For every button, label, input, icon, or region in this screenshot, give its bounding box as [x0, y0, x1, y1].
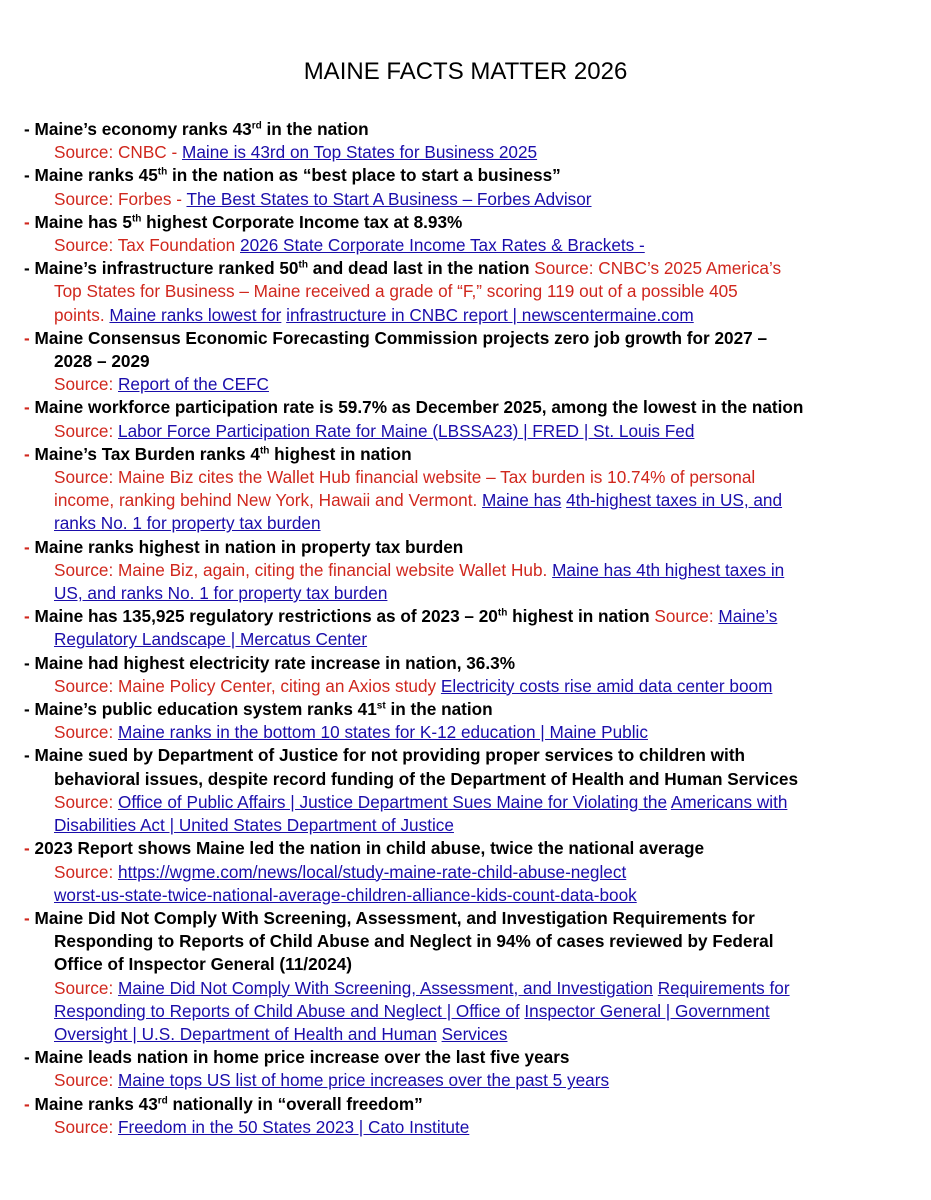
fact-text: Maine’s economy ranks 43rd in the nation	[34, 119, 369, 139]
source-text: Source: CNBC’s 2025 America’s	[534, 258, 782, 279]
dash: -	[24, 907, 30, 928]
fact-item-oig-report	[24, 907, 904, 1046]
source-link[interactable]: 2026 State Corporate Income Tax Rates & Brackets -	[240, 235, 645, 256]
source-link[interactable]: Maine tops US list of home price increases over the past 5 years	[118, 1070, 610, 1091]
source-label: Source:	[54, 1070, 114, 1091]
source-link[interactable]: Maine’s	[718, 606, 778, 627]
fact-text: Maine sued by Department of Justice for not providing proper services to children with	[34, 745, 746, 766]
page-title: MAINE FACTS MATTER 2026	[303, 58, 628, 85]
dash: -	[24, 606, 30, 627]
fact-text: Maine ranks 43rd nationally in “overall freedom”	[34, 1093, 423, 1114]
source-link[interactable]: Americans with	[670, 791, 788, 812]
source-link[interactable]: Regulatory Landscape | Mercatus Center	[54, 629, 368, 650]
fact-text: Maine’s infrastructure ranked 50th and dead last in the nation	[34, 258, 530, 279]
source-text: points.	[54, 304, 105, 325]
source-link[interactable]: https://wgme.com/news/local/study-maine-rate-child-abuse-neglect	[118, 861, 627, 882]
fact-item-start-business	[24, 164, 904, 210]
fact-text: Responding to Reports of Child Abuse and Neglect in 94% of cases reviewed by Federal	[54, 931, 774, 952]
source-link[interactable]: worst-us-state-twice-national-average-children-alliance-kids-count-data-book	[54, 884, 637, 905]
source-label: Source:	[54, 977, 114, 998]
fact-item-tax-burden	[24, 443, 904, 536]
source-link[interactable]: Report of the CEFC	[118, 374, 269, 395]
source-link[interactable]: Inspector General | Government	[524, 1000, 770, 1021]
fact-text: Maine Consensus Economic Forecasting Commission projects zero job growth for 2027 –	[34, 327, 768, 348]
source-label: Source:	[54, 1116, 114, 1137]
source-link[interactable]: Maine ranks lowest for	[109, 304, 282, 325]
dash: -	[24, 1047, 30, 1068]
source-link[interactable]: Maine is 43rd on Top States for Business 2025	[182, 142, 538, 163]
source-link[interactable]: Maine has 4th highest taxes in	[552, 559, 785, 580]
dash: -	[24, 699, 30, 720]
source-link[interactable]: ranks No. 1 for property tax burden	[54, 513, 321, 534]
source-link[interactable]: Services	[441, 1023, 508, 1044]
dash: -	[24, 327, 30, 348]
source-link[interactable]: Maine Did Not Comply With Screening, Assessment, and Investigation	[118, 977, 653, 998]
dash: -	[24, 745, 30, 766]
dash: -	[24, 119, 30, 139]
fact-text: Maine workforce participation rate is 59.7% as December 2025, among the lowest in the nation	[34, 397, 804, 418]
source-label: Source: Forbes -	[54, 188, 182, 209]
source-link[interactable]: Requirements for	[657, 977, 790, 998]
dash: -	[24, 443, 30, 464]
fact-item-home-price	[24, 1046, 904, 1092]
source-link[interactable]: The Best States to Start A Business – Forbes Advisor	[186, 188, 592, 209]
source-label: Source:	[54, 791, 114, 812]
source-label: Source: Maine Policy Center, citing an Axios study	[54, 675, 437, 696]
fact-item-workforce	[24, 396, 904, 442]
source-text: Source: Maine Biz cites the Wallet Hub financial website – Tax burden is 10.74% of personal	[54, 467, 756, 488]
source-link[interactable]: Office of Public Affairs | Justice Department Sues Maine for Violating the	[118, 791, 668, 812]
dash: -	[24, 1093, 30, 1114]
fact-item-property-tax	[24, 536, 904, 606]
fact-text: Maine’s public education system ranks 41st in the nation	[34, 699, 493, 720]
source-link[interactable]: Responding to Reports of Child Abuse and Neglect | Office of	[54, 1000, 520, 1021]
fact-text: 2023 Report shows Maine led the nation in child abuse, twice the national average	[34, 838, 705, 859]
fact-text: Office of Inspector General (11/2024)	[54, 954, 353, 975]
fact-text: Maine ranks 45th in the nation as “best place to start a business”	[34, 165, 561, 186]
fact-text: Maine has 135,925 regulatory restrictions as of 2023 – 20th highest in nation	[34, 606, 650, 627]
dash: -	[24, 258, 30, 279]
source-text: income, ranking behind New York, Hawaii and Vermont.	[54, 490, 478, 511]
source-link[interactable]: 4th-highest taxes in US, and	[566, 490, 783, 511]
fact-item-electricity	[24, 652, 904, 698]
source-link[interactable]: Maine ranks in the bottom 10 states for K-12 education | Maine Public	[118, 722, 648, 743]
source-link[interactable]: Maine has	[482, 490, 562, 511]
source-label: Source:	[54, 420, 114, 441]
source-label: Source:	[54, 861, 114, 882]
fact-text: Maine’s Tax Burden ranks 4th highest in nation	[34, 443, 412, 464]
dash: -	[24, 165, 30, 186]
fact-item-infrastructure	[24, 257, 904, 327]
source-label: Source: Maine Biz, again, citing the financial website Wallet Hub.	[54, 559, 548, 580]
fact-text: Maine leads nation in home price increase over the last five years	[34, 1047, 570, 1068]
facts-list	[24, 118, 904, 1139]
source-link[interactable]: Electricity costs rise amid data center boom	[440, 675, 773, 696]
fact-text: Maine ranks highest in nation in property tax burden	[34, 536, 464, 557]
fact-text: Maine has 5th highest Corporate Income tax at 8.93%	[34, 211, 463, 232]
fact-text: 2028 – 2029	[54, 351, 150, 372]
source-text: Top States for Business – Maine received a grade of “F,” scoring 119 out of a possible 405	[54, 281, 738, 302]
source-link[interactable]: Disabilities Act | United States Department of Justice	[54, 815, 454, 836]
source-label: Source:	[54, 722, 114, 743]
source-label: Source: CNBC -	[54, 142, 178, 163]
fact-item-freedom	[24, 1093, 904, 1139]
fact-item-regulations	[24, 605, 904, 651]
source-link[interactable]: Oversight | U.S. Department of Health and Human	[54, 1023, 437, 1044]
fact-item-child-abuse	[24, 837, 904, 907]
dash: -	[24, 838, 30, 859]
source-link[interactable]: Freedom in the 50 States 2023 | Cato Institute	[118, 1116, 470, 1137]
fact-text: Maine Did Not Comply With Screening, Assessment, and Investigation Requirements for	[34, 907, 755, 928]
fact-text: behavioral issues, despite record funding of the Department of Health and Human Services	[54, 768, 799, 789]
fact-item-job-growth	[24, 327, 904, 397]
dash: -	[24, 536, 30, 557]
source-label: Source:	[654, 606, 714, 627]
dash: -	[24, 397, 30, 418]
source-link[interactable]: US, and ranks No. 1 for property tax burden	[54, 583, 388, 604]
source-label: Source: Tax Foundation	[54, 235, 236, 256]
fact-item-economy	[24, 118, 904, 164]
fact-item-corporate-tax	[24, 211, 904, 257]
fact-item-doj-lawsuit	[24, 744, 904, 837]
source-label: Source:	[54, 374, 114, 395]
dash: -	[24, 211, 30, 232]
source-link[interactable]: Labor Force Participation Rate for Maine (LBSSA23) | FRED | St. Louis Fed	[118, 420, 695, 441]
fact-text: Maine had highest electricity rate increase in nation, 36.3%	[34, 652, 515, 673]
fact-item-education	[24, 698, 904, 744]
source-link[interactable]: infrastructure in CNBC report | newscentermaine.com	[286, 304, 694, 325]
dash: -	[24, 652, 30, 673]
